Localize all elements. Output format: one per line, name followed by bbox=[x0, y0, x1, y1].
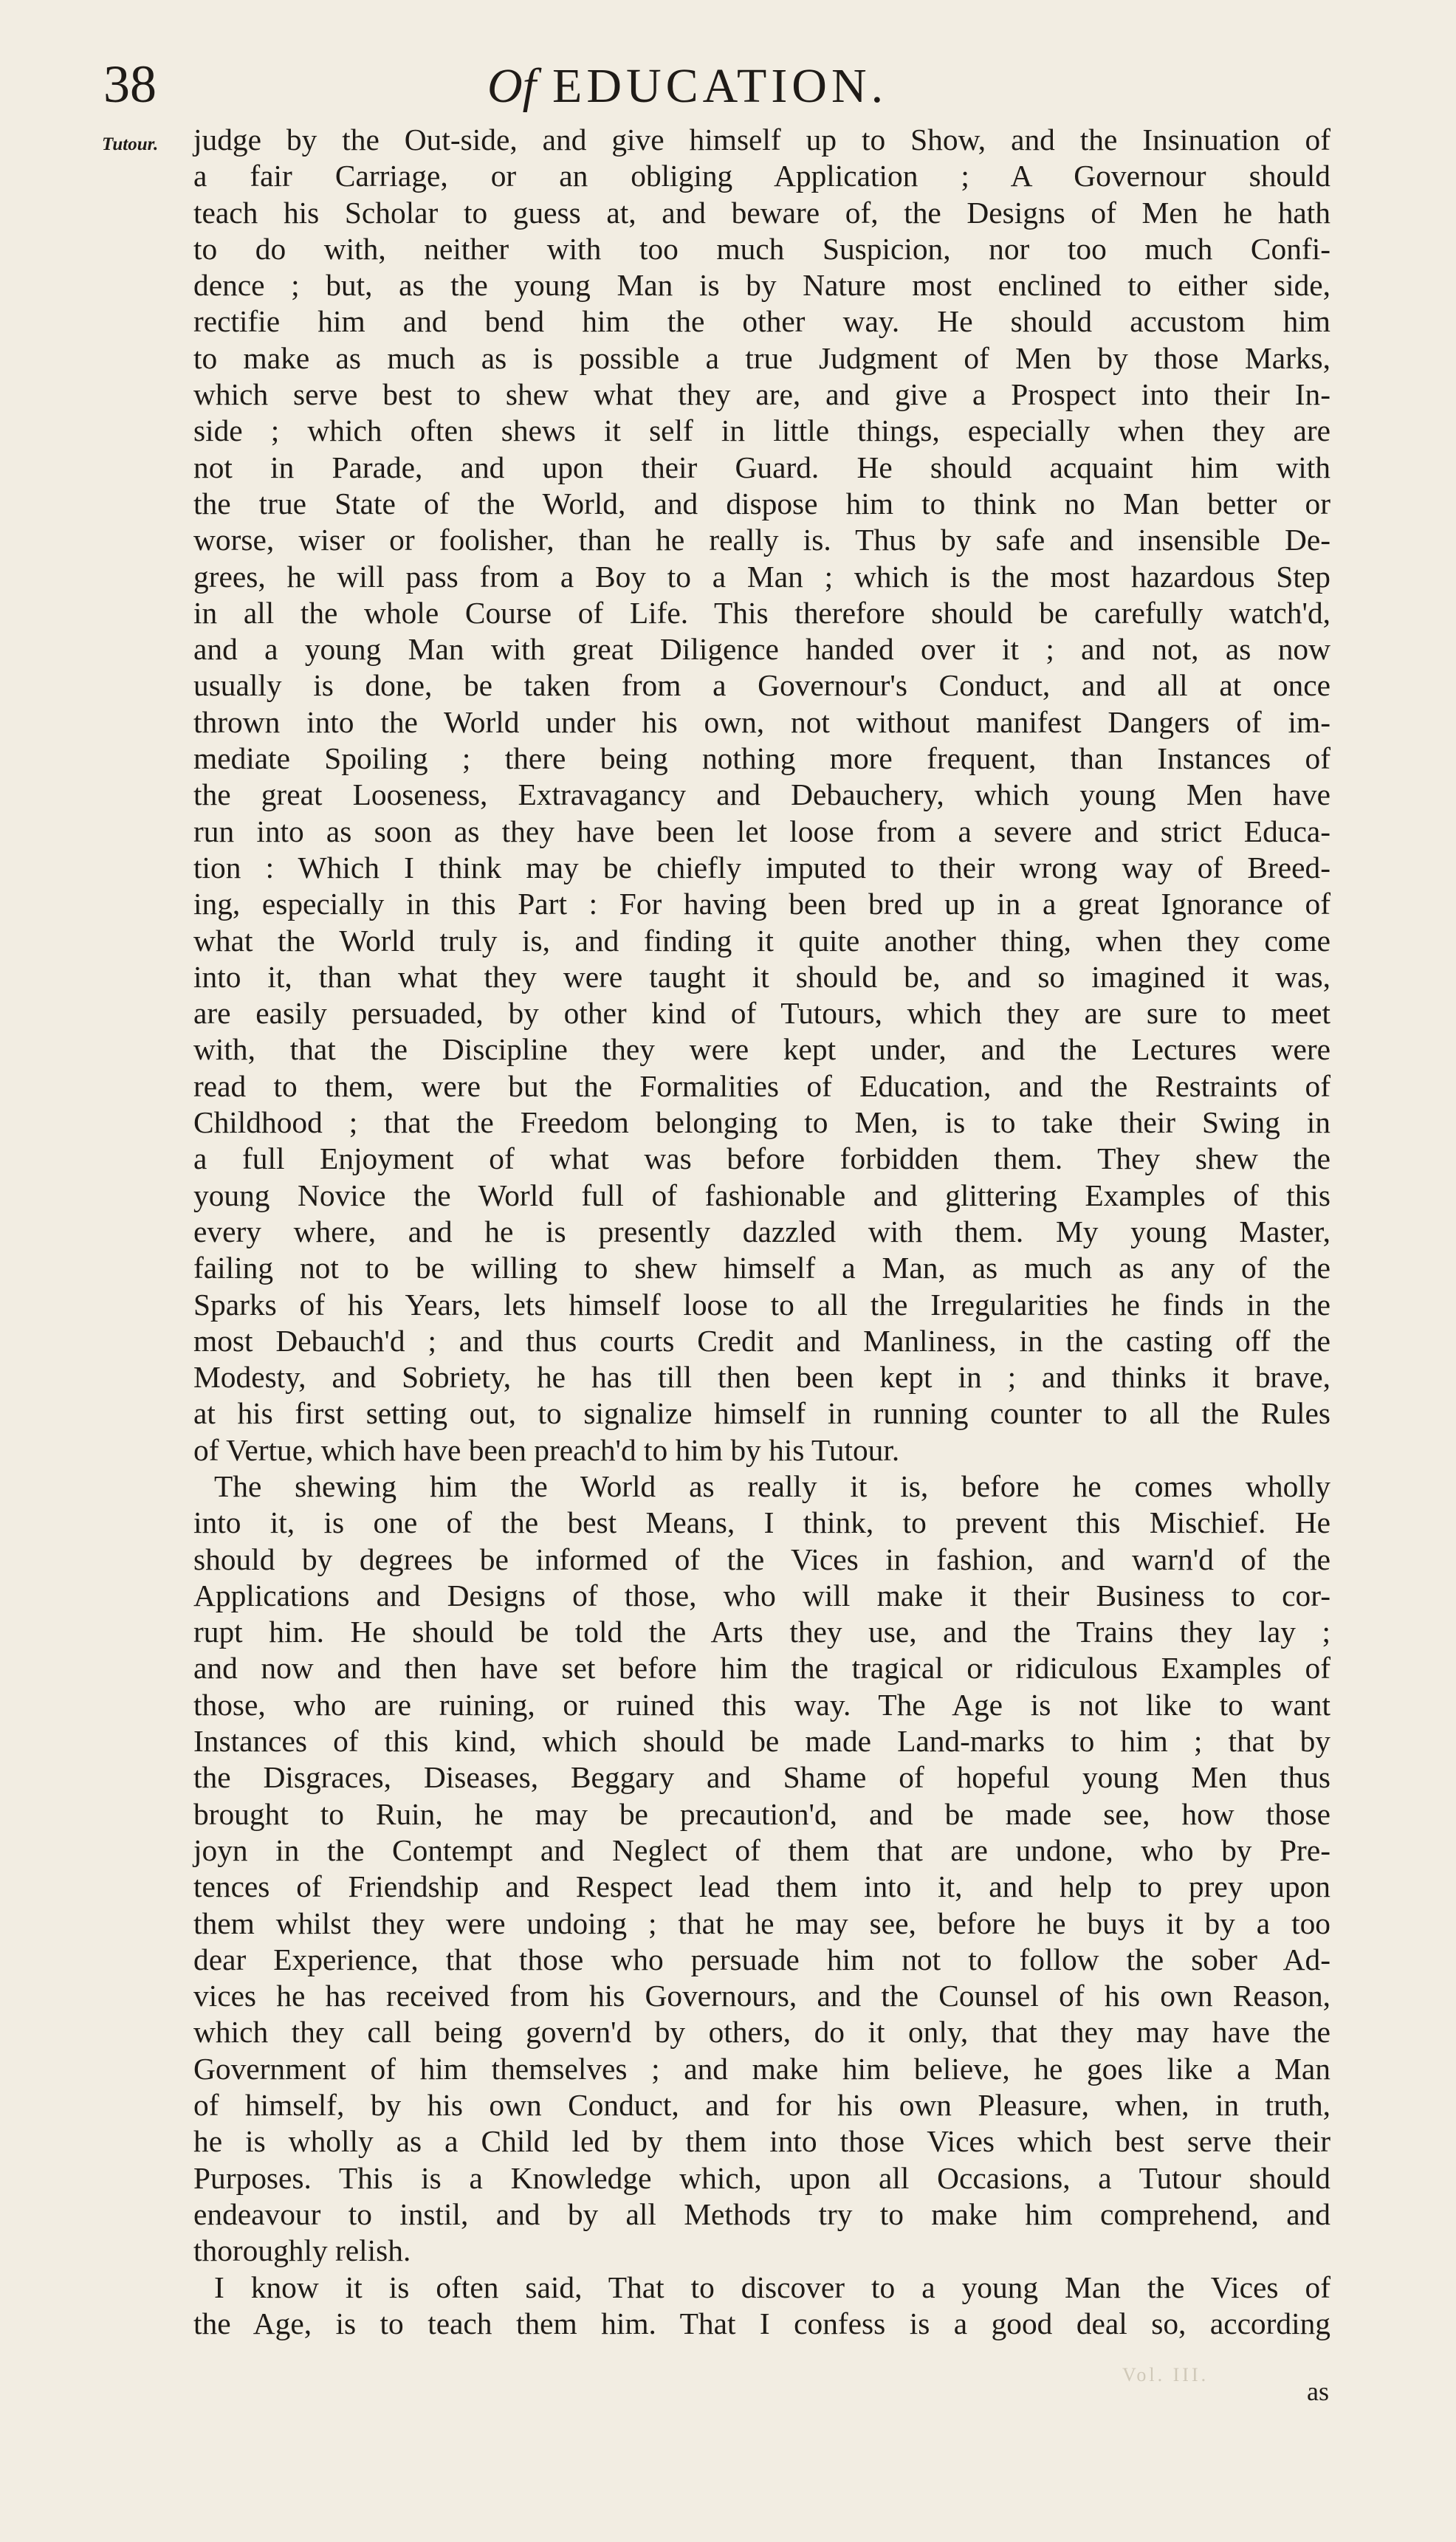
text-line: thoroughly relish. bbox=[193, 2233, 411, 2268]
text-line: Sparks of his Years, lets himself loose to all the Irregularities he finds in the bbox=[193, 1287, 1330, 1322]
text-line: and a young Man with great Diligence handed over it ; and not, as now bbox=[193, 632, 1330, 667]
text-line: judge by the Out-side, and give himself up to Show, and the Insinuation of bbox=[193, 123, 1330, 157]
text-line: dence ; but, as the young Man is by Nature most enclined to either side, bbox=[193, 268, 1330, 303]
text-line: which they call being govern'd by others, do it only, that they may have the bbox=[193, 2015, 1330, 2050]
text-line: at his first setting out, to signalize himself in running counter to all the Rules bbox=[193, 1396, 1330, 1431]
text-line: most Debauch'd ; and thus courts Credit and Manliness, in the casting off the bbox=[193, 1323, 1330, 1358]
text-line: side ; which often shews it self in little things, especially when they are bbox=[193, 413, 1330, 448]
text-line: the Disgraces, Diseases, Beggary and Shame of hopeful young Men thus bbox=[193, 1760, 1330, 1795]
body-text bbox=[193, 122, 1330, 2342]
text-line: into it, is one of the best Means, I think, to prevent this Mischief. He bbox=[193, 1505, 1330, 1540]
text-line: mediate Spoiling ; there being nothing more frequent, than Instances of bbox=[193, 741, 1330, 776]
text-line: run into as soon as they have been let loose from a severe and strict Educa- bbox=[193, 814, 1330, 848]
text-line: dear Experience, that those who persuade him not to follow the sober Ad- bbox=[193, 1942, 1330, 1976]
running-title bbox=[487, 59, 888, 113]
text-line: to do with, neither with too much Suspicion, nor too much Confi- bbox=[193, 231, 1330, 266]
text-line: to make as much as is possible a true Judgment of Men by those Marks, bbox=[193, 340, 1330, 375]
text-line: The shewing him the World as really it is, before he comes wholly bbox=[214, 1468, 1330, 1503]
text-line: every where, and he is presently dazzled with them. My young Master, bbox=[193, 1214, 1330, 1248]
text-line: failing not to be willing to shew himself a Man, as much as any of the bbox=[193, 1251, 1330, 1285]
text-line: of himself, by his own Conduct, and for his own Pleasure, when, in truth, bbox=[193, 2088, 1330, 2123]
catchword: as bbox=[1307, 2377, 1329, 2406]
text-line: Modesty, and Sobriety, he has till then been kept in ; and thinks it brave, bbox=[193, 1360, 1330, 1395]
text-line: should by degrees be informed of the Vices in fashion, and warn'd of the bbox=[193, 1542, 1330, 1576]
text-line: Purposes. This is a Knowledge which, upon all Occasions, a Tutour should bbox=[193, 2160, 1330, 2195]
text-line: are easily persuaded, by other kind of Tutours, which they are sure to meet bbox=[193, 996, 1330, 1031]
text-line: of Vertue, which have been preach'd to him by his Tutour. bbox=[193, 1432, 900, 1467]
text-line: those, who are ruining, or ruined this way. The Age is not like to want bbox=[193, 1687, 1330, 1722]
running-title-prefix: Of bbox=[487, 59, 536, 113]
text-line: Government of him themselves ; and make him believe, he goes like a Man bbox=[193, 2051, 1330, 2086]
text-line: teach his Scholar to guess at, and beware of, the Designs of Men he hath bbox=[193, 195, 1330, 230]
text-line: young Novice the World full of fashionable and glittering Examples of this bbox=[193, 1178, 1330, 1212]
text-line: rupt him. He should be told the Arts they use, and the Trains they lay ; bbox=[193, 1615, 1330, 1649]
text-line: the great Looseness, Extravagancy and Debauchery, which young Men have bbox=[193, 777, 1330, 812]
text-line: a fair Carriage, or an obliging Application ; A Governour should bbox=[193, 159, 1330, 193]
page-number: 38 bbox=[103, 55, 157, 114]
text-line: the Age, is to teach them him. That I confess is a good deal so, according bbox=[193, 2306, 1330, 2340]
text-line: rectifie him and bend him the other way. He should accustom him bbox=[193, 304, 1330, 339]
text-line: tion : Which I think may be chiefly imputed to their wrong way of Breed- bbox=[193, 850, 1330, 884]
text-line: the true State of the World, and dispose him to think no Man better or bbox=[193, 486, 1330, 521]
text-line: brought to Ruin, he may be precaution'd, and be made see, how those bbox=[193, 1796, 1330, 1831]
text-line: tences of Friendship and Respect lead them into it, and help to prey upon bbox=[193, 1869, 1330, 1904]
text-line: not in Parade, and upon their Guard. He should acquaint him with bbox=[193, 450, 1330, 484]
text-line: joyn in the Contempt and Neglect of them that are undone, who by Pre- bbox=[193, 1832, 1330, 1867]
text-line: thrown into the World under his own, not without manifest Dangers of im- bbox=[193, 704, 1330, 739]
text-line: usually is done, be taken from a Governour's Conduct, and all at once bbox=[193, 668, 1330, 703]
text-line: I know it is often said, That to discover to a young Man the Vices of bbox=[214, 2270, 1330, 2304]
text-line: them whilst they were undoing ; that he may see, before he buys it by a too bbox=[193, 1906, 1330, 1940]
text-line: grees, he will pass from a Boy to a Man ; which is the most hazardous Step bbox=[193, 559, 1330, 594]
text-line: a full Enjoyment of what was before forbidden them. They shew the bbox=[193, 1141, 1330, 1176]
text-line: Childhood ; that the Freedom belonging to Men, is to take their Swing in bbox=[193, 1105, 1330, 1140]
text-line: which serve best to shew what they are, and give a Prospect into their In- bbox=[193, 377, 1330, 412]
text-line: he is wholly as a Child led by them into those Vices which best serve their bbox=[193, 2124, 1330, 2159]
text-line: ing, especially in this Part : For having been bred up in a great Ignorance of bbox=[193, 887, 1330, 921]
text-line: with, that the Discipline they were kept under, and the Lectures were bbox=[193, 1032, 1330, 1067]
text-line: Applications and Designs of those, who will make it their Business to cor- bbox=[193, 1578, 1330, 1612]
text-line: into it, than what they were taught it should be, and so imagined it was, bbox=[193, 959, 1330, 994]
running-title-main: EDUCATION. bbox=[552, 59, 888, 113]
text-line: read to them, were but the Formalities of Education, and the Restraints of bbox=[193, 1068, 1330, 1103]
text-line: in all the whole Course of Life. This therefore should be carefully watch'd, bbox=[193, 595, 1330, 630]
text-line: endeavour to instil, and by all Methods try to make him comprehend, and bbox=[193, 2196, 1330, 2231]
text-line: Instances of this kind, which should be made Land-marks to him ; that by bbox=[193, 1724, 1330, 1759]
margin-note: Tutour. bbox=[102, 134, 159, 154]
text-line: worse, wiser or foolisher, than he really is. Thus by safe and insensible De- bbox=[193, 523, 1330, 557]
text-line: what the World truly is, and finding it quite another thing, when they come bbox=[193, 923, 1330, 958]
show-through-text: Vol. III. bbox=[1122, 2364, 1209, 2385]
text-line: vices he has received from his Governours, and the Counsel of his own Reason, bbox=[193, 1979, 1330, 2013]
text-line: and now and then have set before him the tragical or ridiculous Examples of bbox=[193, 1651, 1330, 1686]
